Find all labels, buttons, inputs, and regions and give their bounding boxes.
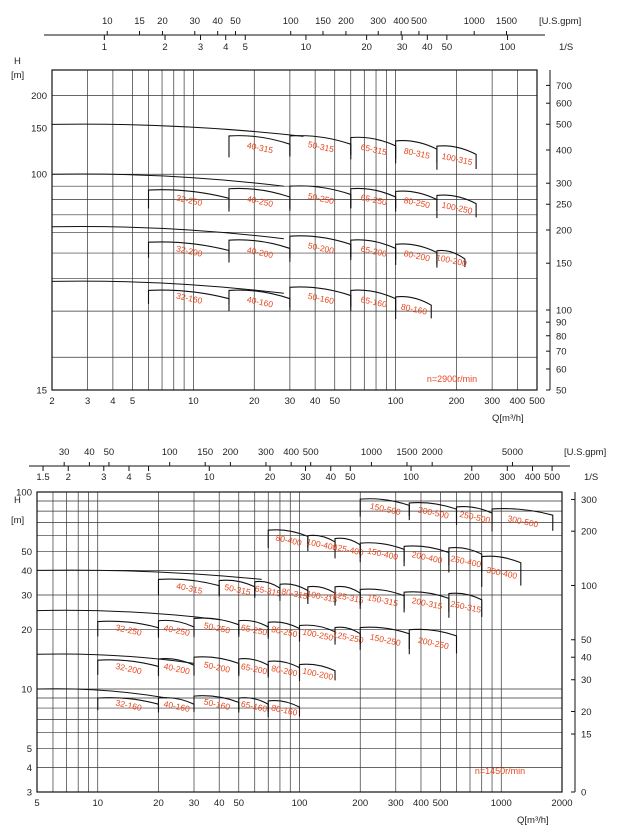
pump-curve-label: 65-160 bbox=[240, 698, 269, 714]
gpm-tick-label: 400 bbox=[393, 16, 410, 27]
pump-curve-32-160 bbox=[98, 698, 159, 713]
y-tick-label: 4 bbox=[26, 762, 32, 774]
pump-curve-label: 32-200 bbox=[114, 660, 143, 677]
ls-tick-label: 1 bbox=[101, 42, 107, 53]
gpm-tick-label: 500 bbox=[302, 447, 319, 458]
pump-curve-65-315 bbox=[351, 137, 396, 159]
pump-curve-200-400 bbox=[404, 546, 449, 566]
pump-curve-100-250 bbox=[300, 625, 336, 643]
pump-curve-80-200 bbox=[396, 244, 437, 265]
ls-tick-label: 30 bbox=[396, 42, 408, 53]
speed-label: n=2900r/min bbox=[426, 374, 478, 384]
x-tick-label: 400 bbox=[413, 798, 429, 809]
pump-curve-label: 80-200 bbox=[270, 663, 299, 679]
pump-curve-200-250 bbox=[409, 629, 456, 654]
pump-curve-label: 50-160 bbox=[203, 696, 231, 712]
x-tick-label: 10 bbox=[188, 396, 199, 407]
x-tick-label: 20 bbox=[248, 396, 260, 407]
gpm-tick-label: 1500 bbox=[396, 447, 418, 458]
right-axis-tick-label: 500 bbox=[556, 119, 572, 131]
shutoff-curve bbox=[52, 281, 284, 293]
pump-curve-label: 32-160 bbox=[175, 290, 204, 306]
ls-tick-label: 4 bbox=[223, 42, 229, 53]
y-tick-label: 100 bbox=[16, 487, 32, 499]
pump-curve-label: 100-250 bbox=[440, 199, 474, 216]
pump-curve-label: 125-400 bbox=[331, 541, 365, 558]
chart-1450rpm bbox=[11, 447, 606, 826]
ls-tick-label: 2 bbox=[65, 472, 71, 483]
y-tick-label: 3 bbox=[26, 787, 32, 799]
right-axis-tick-label: 40 bbox=[581, 652, 592, 664]
pump-curve-label: 65-200 bbox=[240, 661, 269, 677]
pump-curve-80-315 bbox=[280, 584, 309, 601]
shutoff-curve bbox=[37, 689, 167, 698]
gpm-tick-label: 200 bbox=[338, 16, 354, 27]
pump-curve-150-500 bbox=[360, 499, 409, 517]
pump-curve-label: 80-315 bbox=[402, 145, 431, 161]
x-tick-label: 40 bbox=[309, 396, 321, 407]
pump-curve-200-500 bbox=[409, 503, 456, 521]
x-tick-label: 500 bbox=[432, 798, 449, 809]
y-tick-label: 15 bbox=[36, 385, 47, 397]
ls-tick-label: 200 bbox=[463, 472, 480, 483]
x-tick-label: 10 bbox=[92, 798, 104, 809]
pump-curve-label: 50-250 bbox=[306, 190, 335, 207]
x-tick-label: 200 bbox=[352, 798, 369, 809]
gpm-unit-label: [U.S.gpm] bbox=[539, 16, 582, 27]
pump-curve-label: 250-315 bbox=[449, 598, 483, 615]
ls-tick-label: 20 bbox=[264, 472, 276, 483]
pump-curve-label: 32-250 bbox=[175, 192, 204, 208]
ls-tick-label: 100 bbox=[403, 472, 419, 483]
gpm-tick-label: 400 bbox=[283, 447, 300, 458]
pump-curve-65-160 bbox=[351, 290, 396, 311]
gpm-tick-label: 50 bbox=[230, 16, 241, 27]
gpm-tick-label: 10 bbox=[101, 16, 113, 27]
pump-curve-40-200 bbox=[229, 240, 290, 263]
gpm-tick-label: 20 bbox=[157, 16, 168, 27]
ls-tick-label: 40 bbox=[422, 42, 433, 53]
pump-curve-label: 300-500 bbox=[506, 513, 540, 530]
y-tick-label: 5 bbox=[26, 743, 32, 755]
x-tick-label: 500 bbox=[529, 396, 545, 407]
pump-curve-80-315 bbox=[396, 141, 437, 164]
right-axis-tick-label: 90 bbox=[556, 317, 567, 329]
right-axis-tick-label: 80 bbox=[556, 331, 567, 343]
ls-tick-label: 500 bbox=[544, 472, 560, 483]
pump-curve-150-400 bbox=[360, 543, 404, 562]
right-axis-tick-label: 200 bbox=[556, 225, 572, 237]
pump-curve-40-250 bbox=[229, 188, 290, 211]
pump-curve-32-160 bbox=[149, 290, 229, 306]
pump-curve-250-315 bbox=[449, 593, 483, 618]
y-tick-label: 30 bbox=[21, 590, 32, 602]
y-tick-label: 150 bbox=[31, 123, 47, 135]
pump-curve-50-200 bbox=[290, 236, 351, 258]
y-tick-label: 100 bbox=[31, 169, 47, 181]
gpm-tick-label: 50 bbox=[103, 447, 115, 458]
x-tick-label: 20 bbox=[153, 798, 164, 809]
pump-curve-label: 200-500 bbox=[417, 504, 450, 521]
pump-curve-label: 40-315 bbox=[246, 140, 275, 156]
pump-curve-80-200 bbox=[268, 661, 299, 678]
pump-curve-80-400 bbox=[268, 530, 308, 548]
right-axis-tick-label: 20 bbox=[581, 706, 592, 718]
x-tick-label: 50 bbox=[329, 396, 341, 407]
pump-curve-label: 300-400 bbox=[485, 564, 519, 581]
ls-tick-label: 2 bbox=[162, 42, 168, 53]
pump-curve-label: 32-200 bbox=[175, 243, 204, 259]
right-axis-tick-label: 150 bbox=[556, 258, 572, 270]
gpm-tick-label: 1500 bbox=[495, 16, 518, 27]
pump-curve-40-315 bbox=[229, 136, 290, 158]
x-tick-label: 30 bbox=[188, 798, 200, 809]
gpm-tick-label: 5000 bbox=[501, 447, 524, 458]
gpm-tick-label: 150 bbox=[197, 447, 214, 458]
x-tick-label: 5 bbox=[129, 396, 136, 407]
pump-curve-label: 250-500 bbox=[458, 508, 492, 526]
pump-curve-150-315 bbox=[360, 589, 404, 609]
right-axis-tick-label: 100 bbox=[581, 580, 597, 592]
pump-curve-label: 50-200 bbox=[306, 240, 335, 256]
pump-curve-label: 40-200 bbox=[246, 244, 275, 261]
gpm-tick-label: 2000 bbox=[421, 447, 443, 458]
x-tick-label: 5 bbox=[34, 798, 40, 809]
right-axis-tick-label: 100 bbox=[556, 305, 572, 317]
x-tick-label: 2000 bbox=[551, 798, 573, 809]
pump-curve-80-160 bbox=[268, 701, 299, 718]
gpm-tick-label: 1000 bbox=[360, 447, 383, 458]
gpm-tick-label: 100 bbox=[161, 447, 178, 458]
y-tick-label: 200 bbox=[31, 90, 47, 102]
x-tick-label: 100 bbox=[291, 798, 308, 809]
pump-curve-50-200 bbox=[194, 657, 239, 675]
pump-curve-65-160 bbox=[239, 698, 269, 714]
y-tick-label: 10 bbox=[21, 684, 32, 696]
pump-curve-label: 65-200 bbox=[359, 243, 388, 259]
pump-curve-label: 80-160 bbox=[270, 702, 299, 718]
x-tick-label: 30 bbox=[284, 396, 296, 407]
x-axis-label: Q[m³/h] bbox=[517, 815, 549, 826]
pump-curve-100-200 bbox=[300, 664, 336, 682]
pump-curve-label: 100-200 bbox=[301, 665, 335, 682]
speed-label: n=1450r/min bbox=[474, 766, 526, 776]
pump-curve-label: 150-250 bbox=[369, 631, 402, 648]
x-tick-label: 100 bbox=[387, 396, 404, 407]
pump-curve-80-250 bbox=[268, 622, 299, 639]
ls-tick-label: 4 bbox=[126, 472, 132, 483]
x-tick-label: 300 bbox=[484, 396, 501, 407]
pump-curve-32-200 bbox=[98, 660, 159, 676]
pump-curve-label: 65-315 bbox=[253, 583, 282, 599]
ls-tick-label: 50 bbox=[345, 472, 356, 483]
pump-curve-label: 125-250 bbox=[331, 629, 365, 646]
pump-curve-50-315 bbox=[290, 136, 351, 156]
shutoff-curve bbox=[52, 124, 303, 136]
gpm-tick-label: 30 bbox=[189, 16, 201, 27]
right-axis-tick-label: 50 bbox=[556, 385, 567, 397]
chart-2900rpm bbox=[11, 16, 581, 424]
gpm-tick-label: 100 bbox=[282, 16, 299, 27]
ls-tick-label: 3 bbox=[101, 472, 107, 483]
pump-curve-label: 100-315 bbox=[305, 588, 339, 605]
pump-curve-label: 50-160 bbox=[306, 290, 335, 307]
ls-tick-label: 5 bbox=[242, 42, 248, 53]
x-tick-label: 400 bbox=[509, 396, 526, 407]
pump-curve-32-250 bbox=[149, 190, 229, 209]
pump-curve-label: 65-250 bbox=[359, 192, 388, 208]
ls-tick-label: 30 bbox=[300, 472, 311, 483]
gpm-tick-label: 300 bbox=[258, 447, 274, 458]
pump-curve-label: 50-315 bbox=[223, 581, 252, 598]
right-axis-tick-label: 300 bbox=[556, 178, 572, 190]
y-tick-label: 50 bbox=[21, 546, 32, 558]
y-axis-unit: [m] bbox=[11, 70, 25, 81]
right-axis-tick-label: 200 bbox=[581, 526, 597, 538]
pump-curve-label: 65-250 bbox=[240, 622, 269, 638]
y-tick-label: 40 bbox=[21, 565, 32, 577]
pump-curve-65-200 bbox=[239, 659, 269, 677]
pump-curve-80-250 bbox=[396, 191, 437, 212]
right-axis-tick-label: 400 bbox=[556, 145, 572, 157]
pump-curve-label: 50-315 bbox=[306, 139, 335, 155]
gpm-tick-label: 200 bbox=[222, 447, 239, 458]
pump-curve-label: 80-400 bbox=[274, 532, 303, 548]
right-axis-tick-label: 300 bbox=[581, 494, 597, 506]
shutoff-curve bbox=[37, 570, 262, 579]
pump-curve-label: 250-400 bbox=[449, 553, 483, 570]
x-tick-label: 2 bbox=[49, 396, 55, 407]
right-axis-tick-label: 15 bbox=[581, 729, 592, 741]
pump-curve-label: 100-200 bbox=[435, 252, 468, 269]
gpm-tick-label: 15 bbox=[134, 16, 145, 27]
pump-curve-40-250 bbox=[158, 620, 194, 638]
pump-curve-32-200 bbox=[149, 242, 229, 259]
ls-tick-label: 40 bbox=[325, 472, 337, 483]
ls-tick-label: 20 bbox=[361, 42, 372, 53]
pump-curve-label: 80-315 bbox=[280, 586, 309, 602]
right-axis-tick-label: 60 bbox=[556, 364, 567, 376]
pump-curve-label: 80-200 bbox=[402, 248, 431, 264]
ls-tick-label: 10 bbox=[203, 472, 215, 483]
pump-curve-label: 40-160 bbox=[162, 698, 191, 714]
pump-curve-label: 40-160 bbox=[246, 294, 275, 310]
x-tick-label: 4 bbox=[110, 396, 116, 407]
ls-tick-label: 50 bbox=[441, 42, 453, 53]
pump-curve-label: 40-315 bbox=[175, 580, 204, 596]
pump-curve-label: 32-160 bbox=[114, 697, 143, 713]
ls-tick-label: 400 bbox=[524, 472, 541, 483]
x-tick-label: 1000 bbox=[490, 798, 512, 809]
pump-curve-65-250 bbox=[239, 620, 269, 637]
y-axis-label: H bbox=[14, 495, 21, 506]
right-axis-tick-label: 50 bbox=[581, 635, 592, 647]
pump-curve-label: 40-250 bbox=[162, 622, 191, 638]
shutoff-curve bbox=[37, 610, 219, 619]
right-axis-tick-label: 700 bbox=[556, 80, 572, 92]
x-tick-label: 50 bbox=[233, 798, 245, 809]
gpm-tick-label: 40 bbox=[212, 16, 223, 27]
pump-curve-150-250 bbox=[360, 627, 409, 650]
pump-curve-label: 65-160 bbox=[359, 294, 388, 310]
y-tick-label: 20 bbox=[21, 625, 32, 637]
gpm-tick-label: 300 bbox=[370, 16, 387, 27]
pump-curve-label: 200-250 bbox=[417, 634, 450, 652]
pump-curve-label: 80-250 bbox=[270, 623, 299, 640]
y-axis-unit: [m] bbox=[11, 515, 25, 526]
pump-curve-label: 100-250 bbox=[301, 626, 335, 643]
x-tick-label: 200 bbox=[448, 396, 465, 407]
pump-curve-label: 65-315 bbox=[359, 141, 388, 158]
pump-curve-label: 80-160 bbox=[400, 301, 429, 317]
gpm-tick-label: 30 bbox=[58, 447, 70, 458]
x-tick-label: 3 bbox=[84, 396, 91, 407]
pump-curve-label: 100-315 bbox=[440, 150, 474, 168]
pump-curve-label: 50-250 bbox=[203, 620, 231, 636]
pump-curve-65-250 bbox=[351, 188, 396, 208]
gpm-tick-label: 150 bbox=[315, 16, 331, 27]
ls-tick-label: 5 bbox=[145, 472, 152, 483]
shutoff-curve bbox=[52, 174, 284, 186]
right-axis-tick-label: 250 bbox=[556, 199, 572, 211]
pump-curve-label: 80-250 bbox=[402, 194, 431, 211]
right-axis-tick-label: 600 bbox=[556, 98, 572, 110]
ls-tick-label: 100 bbox=[499, 42, 516, 53]
pump-curve-label: 150-400 bbox=[366, 545, 400, 562]
right-axis-tick-label: 30 bbox=[581, 675, 592, 687]
pump-curve-label: 200-400 bbox=[410, 549, 444, 566]
right-axis-tick-label: 70 bbox=[556, 346, 567, 358]
pump-curve-40-315 bbox=[158, 579, 219, 596]
ls-tick-label: 1.5 bbox=[36, 472, 50, 483]
right-axis-tick-label: 0 bbox=[581, 787, 587, 799]
pump-curve-label: 32-250 bbox=[114, 622, 143, 638]
pump-curve-label: 40-250 bbox=[246, 193, 275, 209]
pump-curve-50-250 bbox=[194, 618, 239, 635]
pump-curve-label: 200-315 bbox=[410, 595, 444, 612]
gpm-unit-label: [U.S.gpm] bbox=[564, 447, 607, 458]
pump-curve-label: 150-315 bbox=[366, 592, 400, 609]
ls-tick-label: 3 bbox=[197, 42, 204, 53]
ls-unit-label: 1/S bbox=[584, 472, 599, 483]
pump-curve-label: 50-200 bbox=[203, 659, 231, 675]
plot-frame bbox=[52, 70, 537, 390]
pump-curve-50-160 bbox=[290, 287, 351, 307]
ls-unit-label: 1/S bbox=[559, 42, 574, 53]
x-tick-label: 300 bbox=[387, 798, 404, 809]
pump-curve-65-200 bbox=[351, 240, 396, 260]
pump-curve-80-160 bbox=[396, 297, 432, 319]
pump-curve-label: 125-315 bbox=[331, 589, 365, 606]
pump-curve-label: 150-500 bbox=[369, 500, 402, 518]
pump-curve-label: 40-200 bbox=[162, 661, 191, 677]
y-axis-label: H bbox=[14, 56, 21, 67]
x-axis-label: Q[m³/h] bbox=[492, 413, 524, 424]
gpm-tick-label: 1000 bbox=[463, 16, 485, 27]
gpm-tick-label: 500 bbox=[411, 16, 427, 27]
gpm-tick-label: 40 bbox=[84, 447, 95, 458]
pump-curve-label: 100-400 bbox=[305, 536, 339, 553]
pump-curve-40-160 bbox=[158, 698, 194, 714]
x-tick-label: 40 bbox=[213, 798, 225, 809]
pump-curve-50-250 bbox=[290, 186, 351, 209]
ls-tick-label: 300 bbox=[499, 472, 516, 483]
ls-tick-label: 10 bbox=[300, 42, 312, 53]
